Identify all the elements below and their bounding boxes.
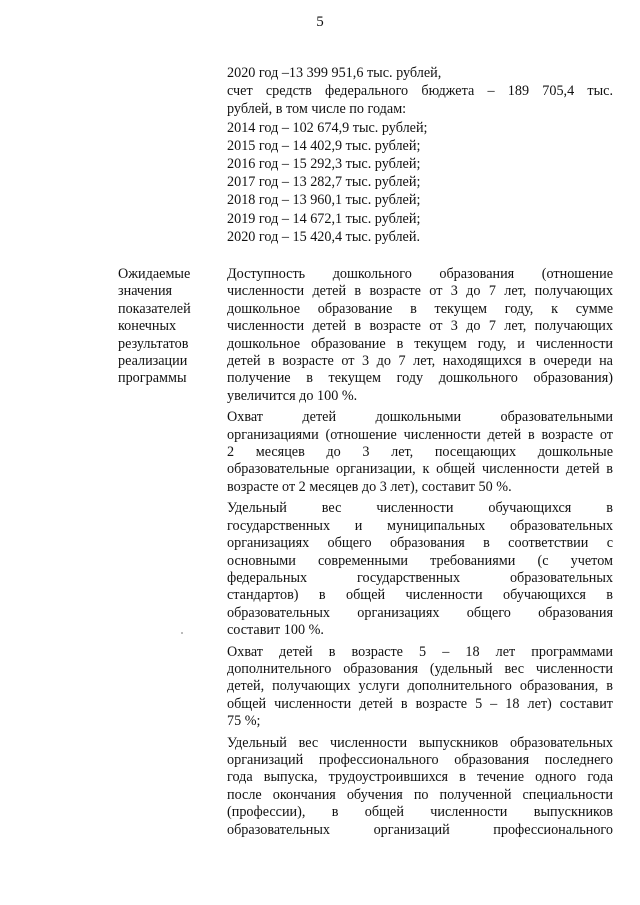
indicator-line: 75 %; xyxy=(227,713,261,730)
indicator-line: после окончания обучения по полученной специальности xyxy=(227,786,613,803)
indicator-line: дополнительного образования (удельный вес численности xyxy=(227,660,613,677)
indicators-column xyxy=(227,266,613,843)
scan-speck xyxy=(181,632,183,634)
indicator-line: Удельный вес численности обучающихся в xyxy=(227,500,613,517)
indicator-line: Доступность дошкольного образования (отношение xyxy=(227,266,613,282)
funding-line: 2018 год – 13 960,1 тыс. рублей; xyxy=(227,192,421,209)
indicator-preschool-availability xyxy=(227,266,613,405)
indicator-line: Охват детей дошкольными образовательными xyxy=(227,409,613,426)
indicator-line: численности детей в возрасте от 3 до 7 лет, получающих xyxy=(227,283,613,300)
indicator-line: детей, получающих услуги дополнительного образования, в xyxy=(227,678,613,695)
indicator-line: организаций профессионального образования последнего xyxy=(227,751,613,768)
indicator-line: образовательных организациях общего образования xyxy=(227,604,613,621)
funding-line: 2017 год – 13 282,7 тыс. рублей; xyxy=(227,174,421,191)
funding-line: 2019 год – 14 672,1 тыс. рублей; xyxy=(227,210,421,227)
section-label-line: значения xyxy=(118,283,173,300)
indicator-line: Удельный вес численности выпускников образовательных xyxy=(227,734,613,751)
funding-line: счет средств федерального бюджета – 189 705,4 тыс. xyxy=(227,83,613,100)
funding-line: 2016 год – 15 292,3 тыс. рублей; xyxy=(227,156,421,173)
indicator-line: года выпуска, трудоустроившихся в течение одного года xyxy=(227,769,613,786)
indicator-line: увеличится до 100 %. xyxy=(227,387,358,404)
indicator-line: 2 месяцев до 3 лет, посещающих дошкольные xyxy=(227,444,613,461)
indicator-line: детей в возрасте от 3 до 7 лет, находящихся в очереди на xyxy=(227,353,613,370)
indicator-line: стандартов) в общей численности обучающихся в xyxy=(227,587,613,604)
indicator-line: государственных и муниципальных образовательных xyxy=(227,517,613,534)
indicator-line: дошкольное образование в текущем году, и численности xyxy=(227,335,613,352)
indicator-line: Охват детей в возрасте 5 – 18 лет программами xyxy=(227,643,613,660)
section-label-line: конечных xyxy=(118,318,177,335)
section-label-line: показателей xyxy=(118,300,191,317)
indicator-line: основными современными требованиями (с учетом xyxy=(227,552,613,569)
indicator-line: общей численности детей в возрасте 5 – 18 лет) составит xyxy=(227,695,613,712)
funding-line: рублей, в том числе по годам: xyxy=(227,101,407,118)
funding-line: 2014 год – 102 674,9 тыс. рублей; xyxy=(227,119,428,136)
indicator-line: организациями (отношение численности детей в возрасте от xyxy=(227,426,613,443)
section-label-line: реализации xyxy=(118,353,188,370)
section-label-line: Ожидаемые xyxy=(118,266,191,282)
funding-line: 2020 год –13 399 951,6 тыс. рублей, xyxy=(227,65,442,81)
section-label xyxy=(118,266,214,388)
indicator-additional-education xyxy=(227,644,613,731)
indicator-graduate-employment xyxy=(227,735,613,839)
indicator-infant-coverage xyxy=(227,409,613,496)
indicator-line: (профессии), в общей численности выпускников xyxy=(227,804,613,821)
section-label-line: программы xyxy=(118,370,187,387)
indicator-line: федеральных государственных образовательных xyxy=(227,569,613,586)
indicator-line: возрасте от 2 месяцев до 3 лет), составит 50 %. xyxy=(227,478,512,495)
indicator-line: получение в текущем году дошкольного образования) xyxy=(227,370,613,387)
indicator-line: организациях общего образования в соответствии с xyxy=(227,535,613,552)
indicator-modern-requirements xyxy=(227,500,613,639)
indicator-line: численности детей в возрасте от 3 до 7 лет, получающих xyxy=(227,318,613,335)
funding-line: 2015 год – 14 402,9 тыс. рублей; xyxy=(227,137,421,154)
indicator-line: образовательные организации, к общей численности детей в xyxy=(227,461,613,478)
indicator-line: образовательных организаций профессионального xyxy=(227,821,613,838)
page-number: 5 xyxy=(316,14,324,30)
indicator-line: дошкольное образование в текущем году, к сумме xyxy=(227,300,613,317)
section-label-line: результатов xyxy=(118,335,189,352)
indicator-line: составит 100 %. xyxy=(227,622,324,639)
funding-line: 2020 год – 15 420,4 тыс. рублей. xyxy=(227,228,420,245)
funding-by-year-list xyxy=(227,64,613,246)
